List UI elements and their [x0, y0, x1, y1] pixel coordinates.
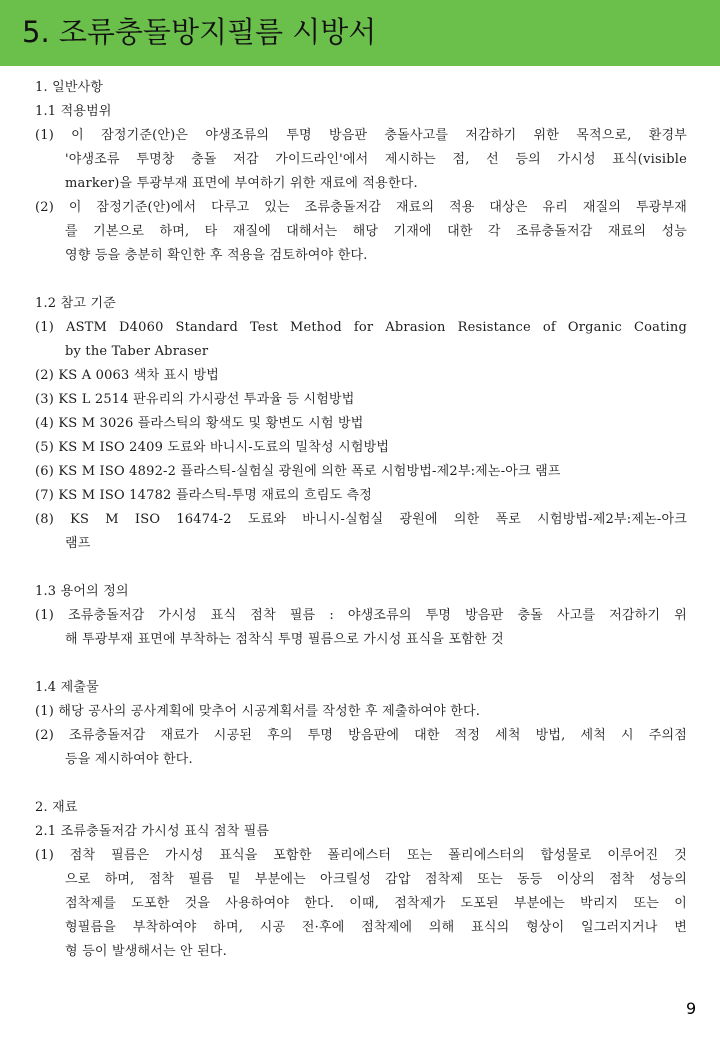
reference-item: (1) ASTM D4060 Standard Test Method for Abrasion Resistance of Organic Coating [35, 320, 687, 335]
paragraph-line: 를 기본으로 하며, 타 재질에 대해서는 해당 기재에 대한 각 조류충돌저감 재료의 성능 [65, 224, 687, 239]
reference-item: (7) KS M ISO 14782 플라스틱-투명 재료의 흐림도 측정 [35, 488, 373, 503]
paragraph-line: 형필름을 부착하여야 하며, 시공 전·후에 점착제에 의해 표식의 형상이 일그러지거나 변 [65, 920, 687, 935]
paragraph-line: 점착제를 도포한 것을 사용하여야 한다. 이때, 점착제가 도포된 부분에는 박리지 또는 이 [65, 896, 687, 911]
reference-item: (3) KS L 2514 판유리의 가시광선 투과율 등 시험방법 [35, 392, 355, 407]
paragraph-line: 으로 하며, 점착 필름 밑 부분에는 아크릴성 감압 점착제 또는 동등 이상의 점착 성능의 [65, 872, 687, 887]
paragraph-line: (2) 조류충돌저감 재료가 시공된 후의 투명 방음판에 대한 적정 세척 방법, 세척 시 주의점 [35, 728, 687, 743]
paragraph-line: 해 투광부재 표면에 부착하는 점착식 투명 필름으로 가시성 표식을 포함한 것 [65, 632, 504, 647]
subsection-heading: 1.2 참고 기준 [35, 296, 116, 311]
subsection-heading: 1.3 용어의 정의 [35, 584, 129, 599]
page-number: 9 [686, 999, 697, 1018]
reference-item: (5) KS M ISO 2409 도료와 바니시-도료의 밀착성 시험방법 [35, 440, 390, 455]
subsection-heading: 2.1 조류충돌저감 가시성 표식 점착 필름 [35, 824, 270, 839]
reference-item: (4) KS M 3026 플라스틱의 황색도 및 황변도 시험 방법 [35, 416, 364, 431]
paragraph-line: 영향 등을 충분히 확인한 후 적용을 검토하여야 한다. [65, 248, 368, 263]
section-heading: 2. 재료 [35, 800, 78, 815]
page-title: 5. 조류충돌방지필름 시방서 [22, 15, 377, 49]
reference-item-cont: 램프 [65, 536, 91, 551]
reference-item: (8) KS M ISO 16474-2 도료와 바니시-실험실 광원에 의한 폭로 시험방법-제2부:제논-아크 [35, 512, 687, 527]
paragraph-line: (1) 조류충돌저감 가시성 표식 점착 필름 : 야생조류의 투명 방음판 충돌 사고를 저감하기 위 [35, 608, 687, 623]
reference-item: (2) KS A 0063 색차 표시 방법 [35, 368, 220, 383]
subsection-heading: 1.1 적용범위 [35, 104, 112, 119]
document-body [35, 76, 687, 964]
subsection-heading: 1.4 제출물 [35, 680, 99, 695]
reference-item-cont: by the Taber Abraser [65, 344, 209, 359]
paragraph-line: (1) 해당 공사의 공사계획에 맞추어 시공계획서를 작성한 후 제출하여야 한다. [35, 704, 481, 719]
paragraph-line: (1) 점착 필름은 가시성 표식을 포함한 폴리에스터 또는 폴리에스터의 합성물로 이루어진 것 [35, 848, 687, 863]
paragraph-line: '야생조류 투명창 충돌 저감 가이드라인'에서 제시하는 점, 선 등의 가시성 표식(visible [65, 152, 687, 167]
paragraph-line: 형 등이 발생해서는 안 된다. [65, 944, 227, 959]
paragraph-line: (2) 이 잠정기준(안)에서 다루고 있는 조류충돌저감 재료의 적용 대상은 유리 재질의 투광부재 [35, 200, 687, 215]
paragraph-line: marker)을 투광부재 표면에 부여하기 위한 재료에 적용한다. [65, 176, 418, 191]
reference-item: (6) KS M ISO 4892-2 플라스틱-실험실 광원에 의한 폭로 시험방법-제2부:제논-아크 램프 [35, 464, 561, 479]
paragraph-line: 등을 제시하여야 한다. [65, 752, 193, 767]
paragraph-line: (1) 이 잠정기준(안)은 야생조류의 투명 방음판 충돌사고를 저감하기 위한 목적으로, 환경부 [35, 128, 687, 143]
title-bar [0, 0, 720, 66]
section-heading: 1. 일반사항 [35, 80, 104, 95]
